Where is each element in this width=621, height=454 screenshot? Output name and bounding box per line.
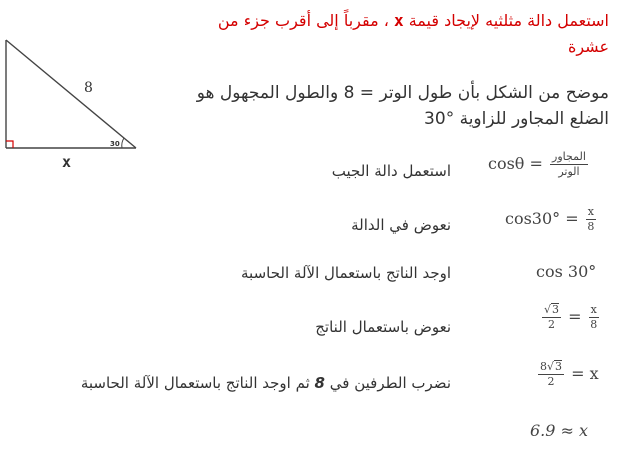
step-4-left-numerator: √3 — [544, 303, 560, 316]
step-5-denominator: 2 — [547, 375, 555, 388]
step-4-text: نعوض باستعمال الناتج — [315, 318, 451, 336]
final-result: 6.9 ≈ x — [530, 421, 589, 440]
sqrt-icon: √ — [544, 303, 552, 316]
step-4-left-denominator: 2 — [548, 318, 555, 331]
step-1-text: استعمل دالة الجيب — [331, 162, 451, 180]
step-4-right-numerator: x — [590, 303, 597, 316]
step-5-equation — [536, 360, 599, 389]
title-prefix: استعمل دالة مثلثيه لإيجاد قيمة — [403, 11, 609, 30]
angle-label: 30 — [110, 140, 120, 148]
base-label: x — [62, 153, 72, 171]
step-2-equation — [505, 205, 598, 234]
step-2-denominator: 8 — [587, 220, 595, 233]
title-variable: x — [394, 11, 404, 30]
step-5-text — [81, 374, 451, 392]
angle-arc — [122, 138, 124, 148]
intro-line-1: موضح من الشكل بأن طول الوتر = 8 والطول المجهول هو — [196, 83, 609, 103]
step-4-right-denominator: 8 — [590, 318, 598, 331]
hypotenuse-label: 8 — [84, 80, 93, 96]
step-2-lhs: cos30° = — [505, 209, 579, 228]
step-4-right-fraction — [589, 303, 599, 332]
step-5-numerator: 8√3 — [540, 360, 563, 373]
step-2-fraction — [586, 205, 596, 234]
step-1-fraction — [550, 150, 588, 179]
step-5-rhs: = x — [571, 364, 599, 383]
step-1-equation — [488, 150, 590, 179]
step-1-lhs: cosθ = — [488, 154, 543, 173]
step-1-numerator: المجاور — [552, 150, 586, 163]
triangle-hypotenuse — [6, 40, 136, 148]
step-5-fraction — [538, 360, 564, 389]
step-5-text-number: 8 — [314, 374, 325, 392]
intro-line-2: الضلع المجاور للزاوية °30 — [424, 109, 609, 129]
step-2-numerator: x — [587, 205, 594, 218]
step-3-expression: cos 30° — [536, 262, 597, 281]
step-3-text: اوجد الناتج باستعمال الآلة الحاسبة — [241, 264, 451, 282]
step-4-equation — [540, 303, 601, 332]
title-suffix: ، مقرباً إلى أقرب جزء من عشرة — [217, 11, 609, 56]
step-4-left-fraction — [542, 303, 561, 332]
sqrt-icon: √ — [547, 360, 555, 373]
triangle-figure — [0, 30, 145, 180]
problem-title — [189, 8, 609, 60]
step-2-text: نعوض في الدالة — [351, 216, 451, 234]
right-angle-marker — [6, 141, 13, 148]
step-4-equals: = — [568, 307, 582, 326]
step-5-text-prefix: نضرب الطرفين في — [329, 374, 451, 392]
step-5-text-suffix: ثم اوجد الناتج باستعمال الآلة الحاسبة — [80, 374, 310, 392]
intro-paragraph — [169, 80, 609, 132]
step-1-denominator: الوتر — [558, 165, 580, 178]
